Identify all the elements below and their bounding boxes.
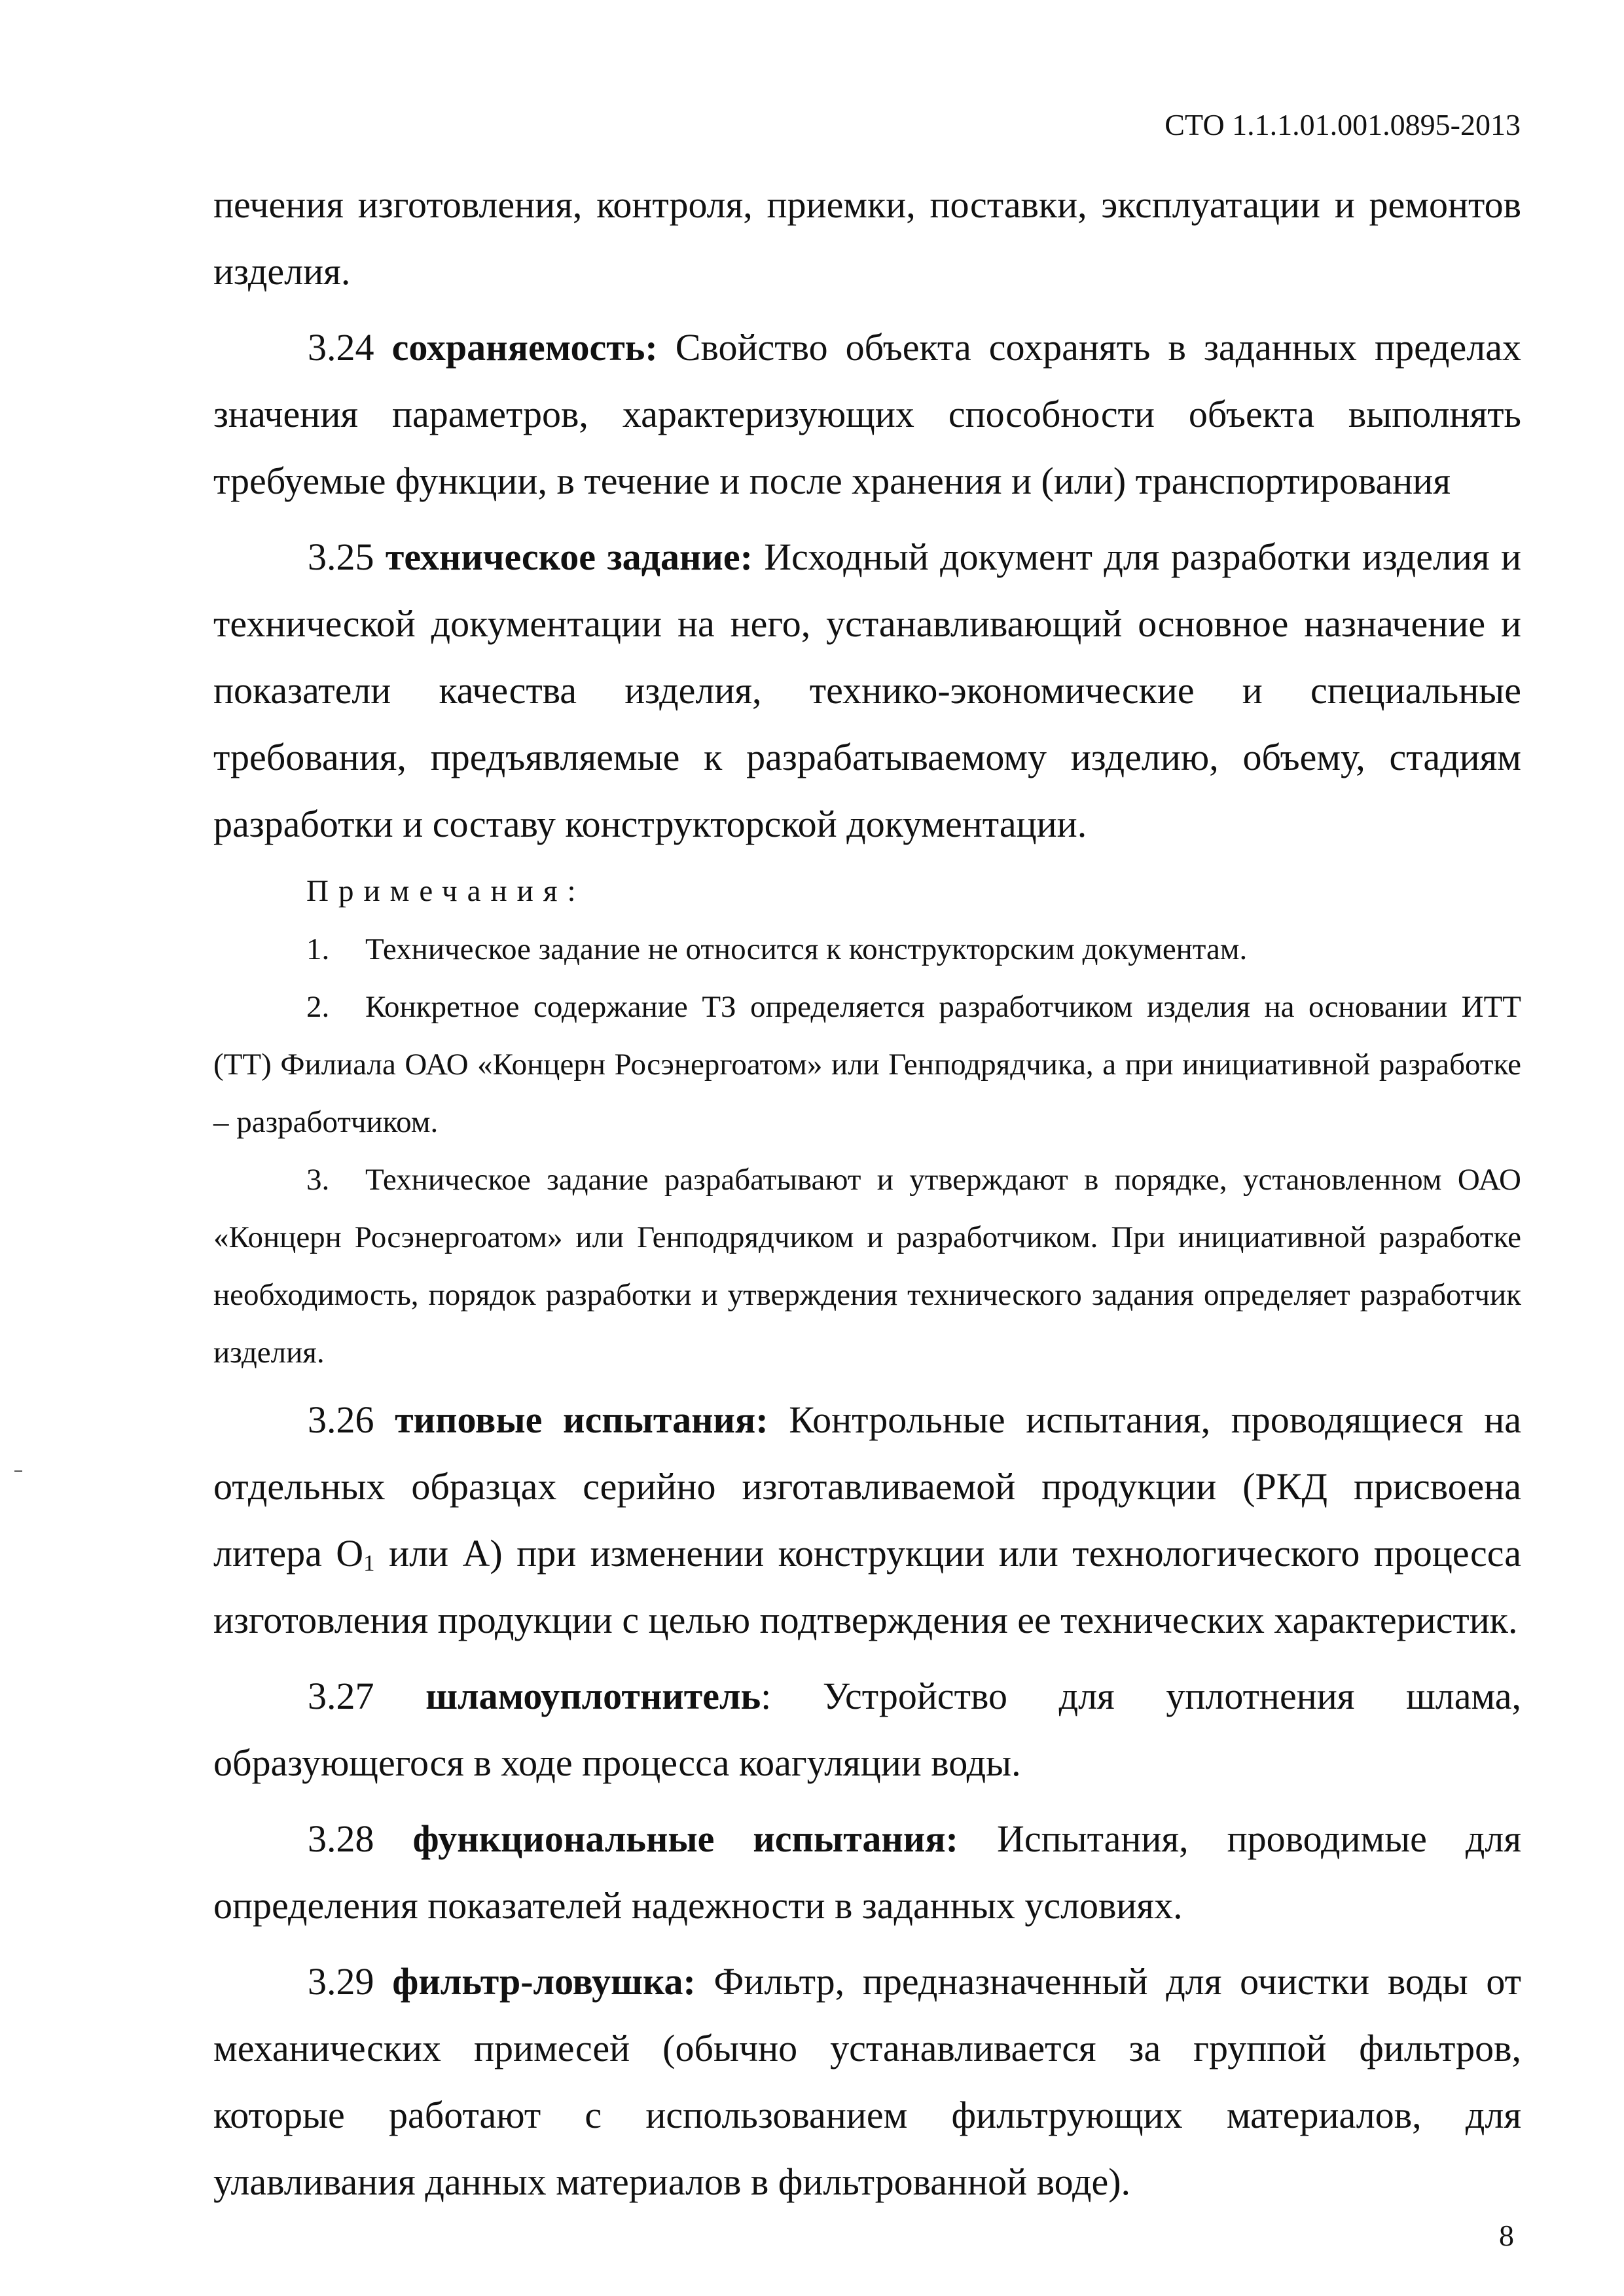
- definition-3-26: [213, 1387, 1521, 1654]
- definition-number: 3.26: [308, 1398, 374, 1441]
- definition-3-29: [213, 1948, 1521, 2215]
- definition-text-continued: или А) при изменении конструкции или технологического процесса изготовления продукции с целью подтверждения ее технических характеристик.: [213, 1532, 1521, 1641]
- definition-term: шламоуплотнитель: [425, 1675, 761, 1717]
- page-number: 8: [1499, 2219, 1514, 2252]
- definition-text: Контрольные испытания, проводящиеся на отдельных образцах серийно изготавливаемой продукции (РКД присвоена литера О: [213, 1398, 1522, 1575]
- intro-paragraph: печения изготовления, контроля, приемки, поставки, эксплуатации и ремонтов изделия.: [213, 183, 1521, 293]
- definition-term: типовые испытания:: [395, 1398, 768, 1441]
- note-3: [213, 1151, 1521, 1381]
- note-2: [213, 978, 1521, 1151]
- definition-3-24: [213, 314, 1521, 515]
- note-text: Техническое задание не относится к конструкторским документам.: [365, 932, 1248, 966]
- definition-text: Фильтр, предназначенный для очистки воды от механических примесей (обычно устанавливается за группой фильтров, которые работают с использованием фильтрующих материалов, для улавливания данных материалов в фильтрованной воде).: [213, 1960, 1522, 2203]
- definition-text: Испытания, проводимые для определения показателей надежности в заданных условиях.: [213, 1817, 1521, 1927]
- note-text: Техническое задание разрабатывают и утверждают в порядке, установленном ОАО «Концерн Росэнергоатом» или Генподрядчиком и разработчиком. При инициативной разработке необходимость, порядок разработки и утверждения технического задания определяет разработчик изделия.: [213, 1163, 1521, 1370]
- definition-3-27: [213, 1663, 1521, 1796]
- definition-text: Исходный документ для разработки изделия и технической документации на него, устанавливающий основное назначение и показатели качества изделия, технико-экономические и специальные требования, предъявляемые к разрабатываемому изделию, объему, стадиям разработки и составу конструкторской документации.: [213, 536, 1522, 845]
- note-number: 1.: [306, 932, 330, 966]
- page-header: СТО 1.1.1.01.001.0895-2013: [1164, 108, 1521, 141]
- definition-number: 3.28: [308, 1817, 374, 1860]
- definition-term: фильтр-ловушка:: [392, 1960, 696, 2003]
- definition-term: сохраняемость:: [391, 326, 658, 369]
- definition-number: 3.24: [308, 326, 374, 369]
- definition-term: техническое задание:: [385, 536, 753, 578]
- definition-text: Свойство объекта сохранять в заданных пределах значения параметров, характеризующих способности объекта выполнять требуемые функции, в течение и после хранения и (или) транспортирования: [213, 326, 1521, 502]
- note-number: 2.: [306, 990, 330, 1024]
- definition-3-25: [213, 524, 1521, 858]
- note-1: [213, 920, 1521, 978]
- definition-term: функциональные испытания:: [412, 1817, 958, 1860]
- definition-number: 3.29: [308, 1960, 374, 2003]
- subscript: 1: [363, 1550, 375, 1576]
- note-number: 3.: [306, 1163, 330, 1197]
- margin-mark: [14, 1470, 22, 1472]
- document-body: [213, 172, 1521, 2215]
- definition-number: 3.25: [308, 536, 374, 578]
- notes-title: Примечания:: [306, 874, 586, 908]
- definition-text: : Устройство для уплотнения шлама, образующегося в ходе процесса коагуляции воды.: [213, 1675, 1522, 1784]
- note-text: Конкретное содержание ТЗ определяется разработчиком изделия на основании ИТТ (ТТ) Филиала ОАО «Концерн Росэнергоатом» или Генподрядчика, а при инициативной разработке – разработчиком.: [213, 990, 1521, 1139]
- definition-3-28: [213, 1806, 1521, 1939]
- definition-number: 3.27: [308, 1675, 374, 1717]
